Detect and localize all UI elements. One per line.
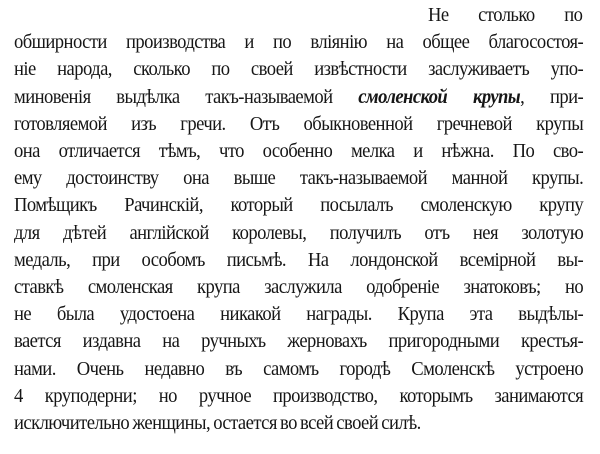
emphasized-term: смоленской крупы	[358, 85, 521, 108]
text-line-10: медаль, при особомъ письмѣ. На лондонской всемірной вы-	[14, 248, 584, 271]
text-line-9: для дѣтей англійской королевы, получилъ отъ нея золотую	[14, 221, 584, 244]
text-line-13: вается издавна на ручныхъ жерновахъ пригородными крестья-	[14, 330, 584, 353]
text-line-14: нами. Очень недавно въ самомъ городѣ Смоленскѣ устроено	[14, 357, 584, 380]
text-line-7: ему достоинству она выше такъ-называемой манной крупы.	[14, 167, 584, 190]
text-line-8: Помѣщикъ Рачинскій, который посылалъ смоленскую крупу	[14, 194, 584, 217]
text-line-15: 4 круподерни; но ручное производство, которымъ занимаются	[14, 384, 584, 407]
text-line-3: ніе народа, сколько по своей извѣстности заслуживаетъ упо-	[14, 58, 584, 81]
text-line-4	[14, 84, 583, 111]
text-line-16: исключительно женщины, остается во всей своей силѣ.	[14, 412, 421, 434]
text-line-4-start: миновенія выдѣлка такъ-называемой	[14, 85, 333, 108]
text-line-1: Не столько по	[428, 4, 583, 26]
text-line-6: она отличается тѣмъ, что особенно мелка и нѣжна. По сво-	[14, 140, 584, 162]
text-line-2: обширности производства и по вліянію на общее благосостоя-	[14, 31, 584, 54]
text-line-11: ставкѣ смоленская крупа заслужила одобреніе знатоковъ; но	[14, 276, 584, 298]
text-line-5: готовляемой изъ гречи. Отъ обыкновенной гречневой крупы	[14, 112, 584, 135]
text-line-12: не была удостоена никакой награды. Крупа эта выдѣлы-	[14, 303, 584, 326]
text-line-4-end: , при-	[520, 85, 584, 108]
